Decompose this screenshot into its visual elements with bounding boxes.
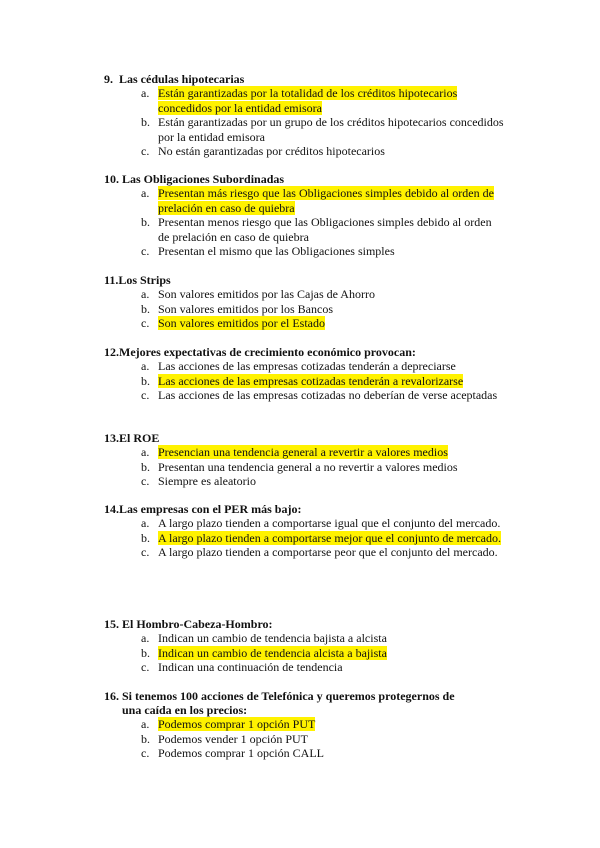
- option-list: [104, 631, 504, 675]
- option-letter: a.: [141, 717, 150, 731]
- option-text: Están garantizadas por la totalidad de los créditos hipotecarios concedidos por la entidad emisora: [158, 86, 458, 115]
- question-12: [104, 345, 504, 403]
- option-a: [104, 717, 504, 732]
- option-a: [104, 445, 504, 460]
- option-c: [104, 545, 504, 560]
- option-letter: a.: [141, 86, 150, 100]
- option-text: Indican un cambio de tendencia alcista a bajista: [158, 645, 387, 660]
- option-a: [104, 359, 504, 374]
- option-a: [104, 631, 504, 646]
- option-letter: b.: [141, 731, 150, 746]
- option-c: [104, 474, 504, 489]
- option-list: [104, 359, 504, 403]
- question-title: 16. Si tenemos 100 acciones de Telefónica y queremos protegernos de una caída en los precios:: [104, 689, 455, 717]
- option-letter: b.: [141, 373, 150, 388]
- option-text: Las acciones de las empresas cotizadas no deberían de verse aceptadas: [158, 388, 498, 402]
- option-text: Son valores emitidos por el Estado: [158, 316, 325, 330]
- option-letter: c.: [141, 545, 150, 559]
- option-letter: b.: [141, 301, 150, 316]
- question-title: 11.Los Strips: [104, 273, 171, 287]
- option-c: [104, 660, 504, 675]
- option-text: Indican una continuación de tendencia: [158, 660, 343, 674]
- question-title: 15. El Hombro-Cabeza-Hombro:: [104, 617, 273, 631]
- option-c: [104, 244, 504, 259]
- option-text: Las acciones de las empresas cotizadas tenderán a revalorizarse: [158, 373, 464, 388]
- option-text: A largo plazo tienden a comportarse igual que el conjunto del mercado.: [158, 516, 501, 530]
- option-text: No están garantizadas por créditos hipotecarios: [158, 144, 385, 158]
- option-b: [104, 531, 504, 546]
- option-a: [104, 287, 504, 302]
- option-b: [104, 460, 504, 475]
- option-letter: b.: [141, 459, 150, 474]
- option-b: [104, 302, 504, 317]
- option-a: [104, 86, 504, 115]
- question-title: 12.Mejores expectativas de crecimiento económico provocan:: [104, 345, 416, 359]
- question-9: [104, 72, 504, 159]
- option-text: Podemos comprar 1 opción CALL: [158, 746, 324, 760]
- option-letter: b.: [141, 530, 150, 545]
- option-text: Están garantizadas por un grupo de los créditos hipotecarios concedidos por la entidad emisora: [158, 115, 504, 144]
- option-letter: c.: [141, 388, 150, 402]
- option-c: [104, 316, 504, 331]
- question-title: 13.El ROE: [104, 431, 160, 445]
- option-c: [104, 144, 504, 159]
- question-15: [104, 617, 504, 675]
- option-b: [104, 732, 504, 747]
- option-letter: c.: [141, 660, 150, 674]
- option-letter: a.: [141, 359, 150, 373]
- option-text: Podemos vender 1 opción PUT: [158, 731, 308, 746]
- option-b: [104, 115, 504, 144]
- option-text: Presencian una tendencia general a revertir a valores medios: [158, 445, 448, 459]
- option-list: [104, 516, 504, 560]
- question-title: 9. Las cédulas hipotecarias: [104, 72, 245, 86]
- option-b: [104, 374, 504, 389]
- option-text: Presentan el mismo que las Obligaciones simples: [158, 244, 395, 258]
- question-title: 14.Las empresas con el PER más bajo:: [104, 502, 302, 516]
- option-text: A largo plazo tienden a comportarse mejor que el conjunto de mercado.: [158, 530, 501, 545]
- option-c: [104, 746, 504, 761]
- question-10: [104, 172, 504, 259]
- option-c: [104, 388, 504, 403]
- option-letter: a.: [141, 631, 150, 645]
- option-a: [104, 516, 504, 531]
- option-letter: b.: [141, 215, 150, 229]
- option-text: Indican un cambio de tendencia bajista a alcista: [158, 631, 387, 645]
- option-text: Podemos comprar 1 opción PUT: [158, 717, 316, 731]
- option-text: Presentan una tendencia general a no revertir a valores medios: [158, 459, 458, 474]
- question-title: 10. Las Obligaciones Subordinadas: [104, 172, 285, 186]
- option-text: Presentan menos riesgo que las Obligaciones simples debido al orden de prelación en caso de quiebra: [158, 215, 492, 244]
- option-list: [104, 287, 504, 331]
- option-list: [104, 186, 504, 259]
- option-list: [104, 717, 504, 761]
- option-list: [104, 86, 504, 159]
- option-text: Presentan más riesgo que las Obligaciones simples debido al orden de prelación en caso de quiebra: [158, 186, 494, 215]
- option-letter: a.: [141, 287, 150, 301]
- option-text: Son valores emitidos por las Cajas de Ahorro: [158, 287, 375, 301]
- question-14: [104, 502, 504, 560]
- question-16: [104, 689, 504, 761]
- option-text: A largo plazo tienden a comportarse peor que el conjunto del mercado.: [158, 545, 498, 559]
- option-text: Las acciones de las empresas cotizadas tenderán a depreciarse: [158, 359, 456, 373]
- option-letter: c.: [141, 746, 150, 760]
- option-text: Son valores emitidos por los Bancos: [158, 301, 333, 316]
- option-letter: c.: [141, 316, 150, 330]
- option-letter: c.: [141, 144, 150, 158]
- option-text: Siempre es aleatorio: [158, 474, 256, 488]
- option-letter: a.: [141, 516, 150, 530]
- option-list: [104, 445, 504, 489]
- option-letter: c.: [141, 474, 150, 488]
- option-b: [104, 646, 504, 661]
- option-b: [104, 215, 504, 244]
- question-13: [104, 431, 504, 489]
- question-11: [104, 273, 504, 331]
- option-letter: a.: [141, 445, 150, 459]
- option-letter: b.: [141, 645, 150, 660]
- option-letter: a.: [141, 186, 150, 200]
- option-a: [104, 186, 504, 215]
- option-letter: c.: [141, 244, 150, 258]
- option-letter: b.: [141, 115, 150, 129]
